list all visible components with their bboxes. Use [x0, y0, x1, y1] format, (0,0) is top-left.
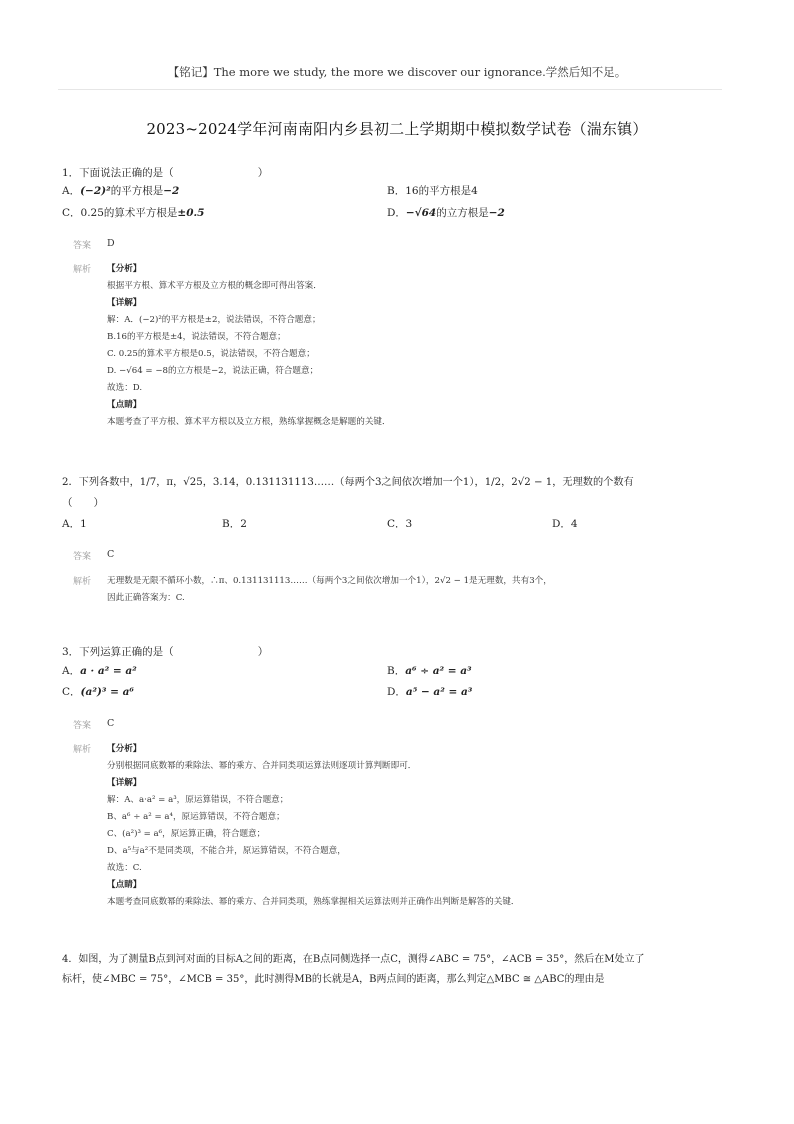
q1-a-text: 的平方根是: [110, 185, 164, 197]
q2-option-c: C．3: [387, 518, 413, 530]
q1-c-prefix: C．0.25的算术平方根是: [62, 207, 178, 219]
q3-a-math: a · a² = a²: [80, 665, 137, 677]
q1-answer-label: 答案: [73, 241, 92, 251]
q3-analysis-line: 故选：C.: [107, 863, 142, 873]
q1-a-math: (−2)²: [80, 185, 111, 197]
q3-answer-label: 答案: [73, 721, 92, 731]
q3-c-prefix: C．: [62, 686, 81, 698]
q3-analysis-line: B、a⁶ ÷ a² = a⁴，原运算错误，不符合题意；: [107, 812, 285, 822]
q3-d-prefix: D．: [387, 686, 406, 698]
q1-analysis-line: 根据平方根、算术平方根及立方根的概念即可得出答案．: [107, 281, 322, 291]
q2-answer-value: C: [107, 549, 115, 560]
q3-analysis-line: 解：A、a·a² = a³，原运算错误，不符合题意；: [107, 795, 289, 805]
q1-paren-close: ）: [257, 167, 269, 179]
q1-analysis-line: 本题考查了平方根、算术平方根以及立方根，熟练掌握概念是解题的关键．: [107, 417, 391, 427]
q3-analysis-line: D、a⁵与a²不是同类项，不能合并，原运算错误，不符合题意，: [107, 846, 346, 856]
q2-paren: （ ）: [62, 497, 104, 509]
q1-c-math: ±0.5: [177, 207, 205, 219]
q1-analysis-line: 【详解】: [107, 298, 142, 308]
q1-d-prefix: D．: [387, 207, 406, 219]
q3-option-d: [387, 684, 472, 699]
q1-analysis-line: 故选：D.: [107, 383, 143, 393]
q2-option-a: A．1: [62, 518, 87, 530]
q3-answer-value: C: [107, 718, 115, 729]
q3-analysis-line: 本题考查同底数幂的乘除法、幂的乘方、合并同类项，熟练掌握相关运算法则并正确作出判断是解答的关键．: [107, 897, 520, 907]
q1-option-b: B．16的平方根是4: [387, 185, 478, 197]
q1-d-text: 的立方根是: [436, 207, 489, 219]
q3-analysis-line: C、(a²)³ = a⁶，原运算正确，符合题意；: [107, 829, 266, 839]
q3-option-a: [62, 663, 137, 678]
q2-analysis-line: 因此正确答案为：C.: [107, 593, 185, 603]
q2-answer-label: 答案: [73, 552, 92, 562]
q1-analysis-line: 【点睛】: [107, 400, 142, 410]
q3-c-math: (a²)³ = a⁶: [80, 686, 134, 698]
q1-analysis-line: 【分析】: [107, 264, 142, 274]
header-divider: [58, 89, 722, 90]
q3-analysis-line: 分别根据同底数幂的乘除法、幂的乘方、合并同类项运算法则逐项计算判断即可．: [107, 761, 417, 771]
page-title: 2023~2024学年河南南阳内乡县初二上学期期中模拟数学试卷（湍东镇）: [146, 120, 648, 138]
q3-option-b: [387, 663, 472, 678]
q2-analysis-label: 解析: [73, 577, 92, 587]
q1-option-a: [62, 183, 179, 198]
q1-option-d: [387, 205, 505, 220]
q2-analysis-line: 无理数是无限不循环小数，∴π、0.131131113……（每两个3之间依次增加一个1），2√2 − 1是无理数，共有3个，: [107, 576, 552, 586]
q2-stem-text: 2．下列各数中，: [62, 477, 140, 488]
q3-analysis-line: 【分析】: [107, 744, 142, 754]
q1-analysis-line: 解：A．(−2)²的平方根是±2，说法错误，不符合题意；: [107, 315, 321, 325]
q1-stem-text: 1．下面说法正确的是（: [62, 167, 174, 179]
q1-stem: [62, 165, 268, 180]
q3-b-math: a⁶ ÷ a² = a³: [405, 665, 472, 677]
q3-b-prefix: B．: [387, 665, 406, 677]
q1-d-math2: −2: [488, 207, 505, 219]
q1-a-prefix: A．: [62, 185, 81, 197]
q4-line-1: 4．如图，为了测量B点到河对面的目标A之间的距离，在B点同侧选择一点C，测得∠ABC = 75°，∠ACB = 35°，然后在M处立了: [62, 954, 645, 965]
motto: 【铭记】The more we study, the more we discover our ignorance.学然后知不足。: [167, 65, 627, 79]
q1-analysis-line: C. 0.25的算术平方根是0.5，说法错误，不符合题意；: [107, 349, 315, 359]
q3-a-prefix: A．: [62, 665, 81, 677]
q4-line-2: 标杆，使∠MBC = 75°，∠MCB = 35°，此时测得MB的长就是A，B两点间的距离，那么判定△MBC ≅ △ABC的理由是: [62, 974, 605, 985]
q3-analysis-line: 【详解】: [107, 778, 142, 788]
q1-analysis-line: D. −√64 = −8的立方根是−2，说法正确，符合题意；: [107, 366, 319, 376]
q2-option-d: D．4: [552, 518, 578, 530]
q1-option-c: [62, 205, 205, 220]
q1-a-math2: −2: [163, 185, 180, 197]
q3-option-c: [62, 684, 134, 699]
q2-option-b: B．2: [222, 518, 247, 530]
q1-analysis-line: B.16的平方根是±4，说法错误，不符合题意；: [107, 332, 286, 342]
q3-stem-text: 3．下列运算正确的是（: [62, 646, 174, 658]
q3-d-math: a⁵ − a² = a³: [405, 686, 473, 698]
q3-stem: [62, 644, 268, 659]
q3-analysis-label: 解析: [73, 745, 92, 755]
q2-stem: [62, 473, 634, 488]
q1-d-math: −√64: [405, 207, 437, 219]
q1-answer-value: D: [107, 238, 115, 249]
q3-paren-close: ）: [257, 646, 269, 658]
q3-analysis-line: 【点睛】: [107, 880, 142, 890]
q1-analysis-label: 解析: [73, 265, 92, 275]
q2-numbers: 1/7，π，√25，3.14，0.131131113……（每两个3之间依次增加一个1），1/2，2√2 − 1，无理数的个数有: [139, 477, 634, 488]
